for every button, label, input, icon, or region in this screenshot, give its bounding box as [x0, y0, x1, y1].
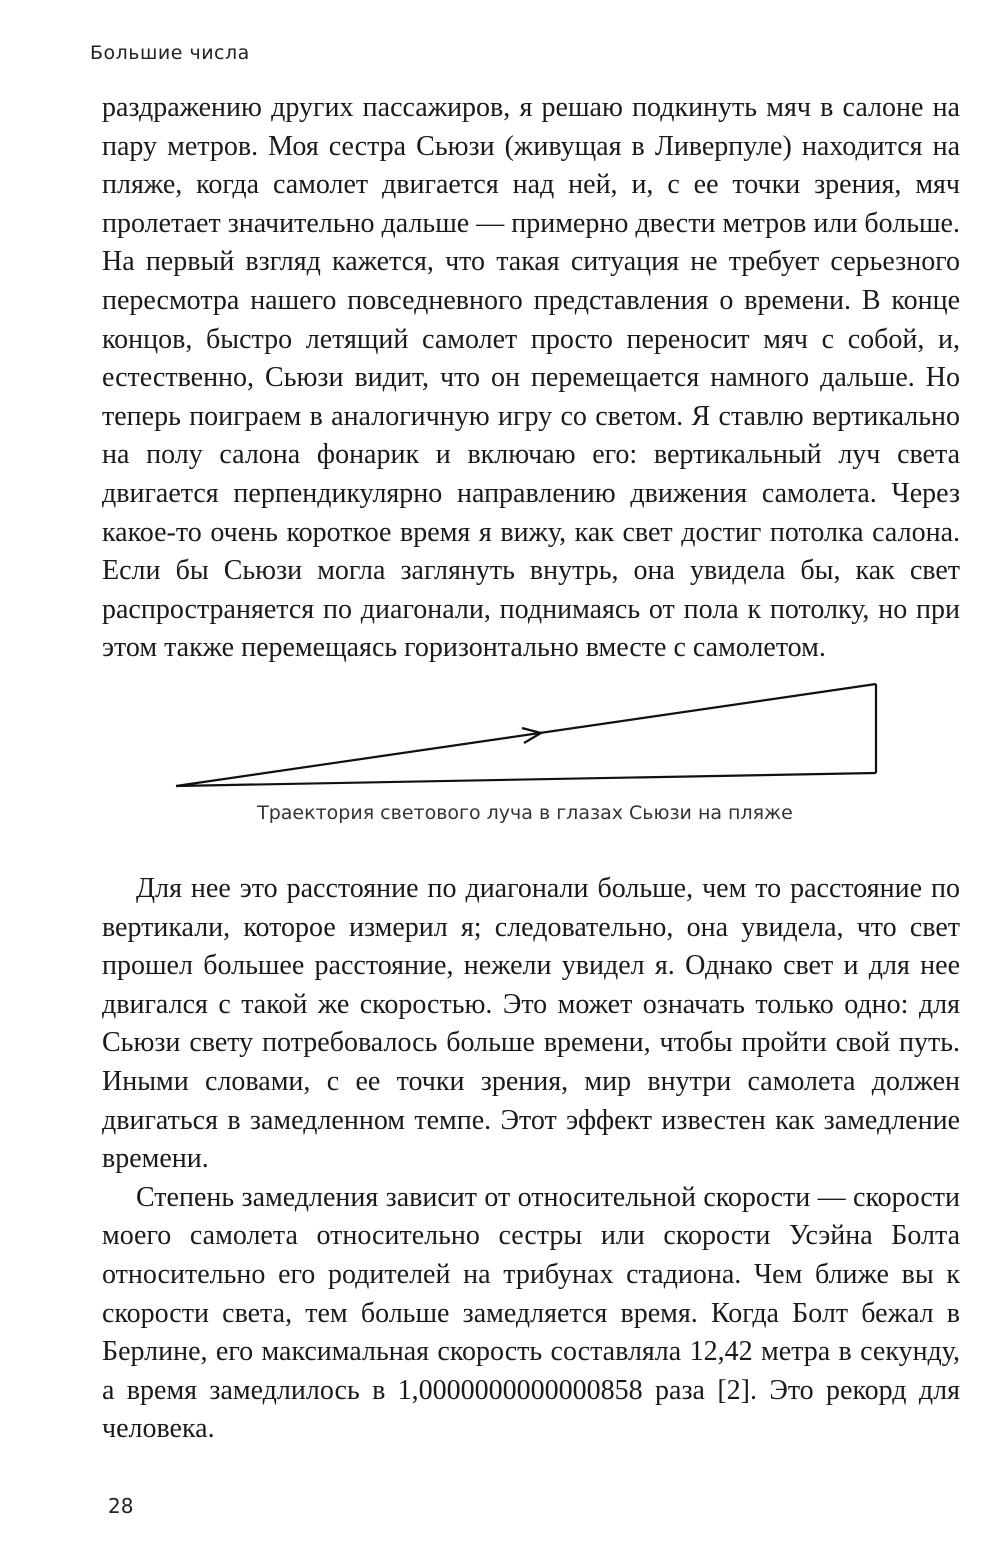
light-path-diagram	[170, 676, 884, 796]
horizontal-base	[176, 773, 876, 786]
page-number: 28	[108, 1494, 134, 1518]
paragraph: Для нее это расстояние по диагонали больше, чем то расстояние по вертикали, которое измерил я; следовательно, она увидела, что свет прошел большее расстояние, нежели увидел я. Однако свет и для нее двигался с такой же скоростью. Это может означать только одно: для Сьюзи свету потребовалось больше времени, чтобы пройти свой путь. Иными словами, с ее точки зрения, мир внутри самолета должен двигаться в замедленном темпе. Этот эффект известен как замедление времени.	[102, 873, 960, 1175]
light-path-svg	[170, 676, 884, 796]
figure-caption: Траектория светового луча в глазах Сьюзи на пляже	[257, 802, 793, 824]
paragraph: Степень замедления зависит от относительной скорости — скорости моего самолета относительно сестры или скорости Усэйна Болта относительно его родителей на трибунах стадиона. Чем ближе вы к скорости света, тем больше замедляется время. Когда Болт бежал в Берлине, его максимальная скорость составляла 12,42 метра в секунду, а время замедлилось в 1,0000000000000858 раза [2]. Это рекорд для человека.	[102, 1181, 960, 1445]
paragraph: раздражению других пассажиров, я решаю подкинуть мяч в салоне на пару метров. Моя сестра Сьюзи (живущая в Ливерпуле) находится на пляже, когда самолет двигается над ней, и, с ее точки зрения, мяч пролетает значительно дальше — примерно двести метров или больше. На первый взгляд кажется, что такая ситуация не требует серьезного пересмотра нашего повседневного представления о времени. В конце концов, быстро летящий самолет просто переносит мяч с собой, и, естественно, Сьюзи видит, что он перемещается намного дальше. Но теперь поиграем в аналогичную игру со светом. Я ставлю вертикально на полу салона фонарик и включаю его: вертикальный луч света двигается перпендикулярно направлению движения самолета. Через какое-то очень короткое время я вижу, как свет достиг потолка салона. Если бы Сьюзи могла заглянуть внутрь, она увидела бы, как свет распространяется по диагонали, поднимаясь от пола к потолку, но при этом также перемещаясь горизонтально вместе с самолетом.	[102, 92, 960, 664]
body-text-top	[102, 89, 960, 668]
body-text-bottom	[102, 870, 960, 1449]
diagonal-light-path	[176, 684, 876, 786]
running-title: Большие числа	[90, 42, 250, 64]
